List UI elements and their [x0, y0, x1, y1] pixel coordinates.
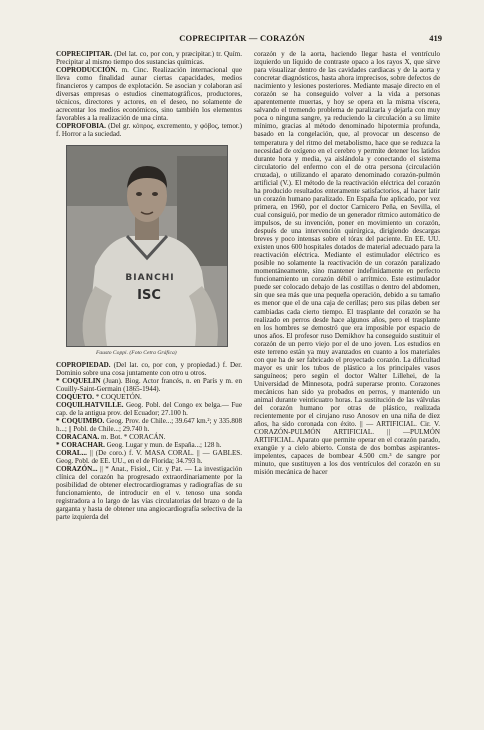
dictionary-entry: [56, 441, 242, 449]
entry-text: Geog. Pobl. del Congo ex belga.— Fue cap. de la antigua prov. del Ecuador; 27.100 h.: [56, 400, 242, 417]
dictionary-entry: [56, 50, 242, 66]
entry-text: || * Anat., Fisiol., Cir. y Pat. — La investigación clínica del corazón ha progresado extraordinariamente por la posibilidad de obtener electrocardiogramas y radiografías de su funcionamiento, de introducir en el v. tenoso una sonda registradora a lo largo de las vías circulatorias del brazo o de la garganta y hasta de obtener una angiocardiografía selectiva de la parte izquierda del: [56, 465, 242, 522]
entry-text: m. Cinc. Realización internacional que lleva como finalidad aunar ciertas capacidades, medios financieros y campos de explotación. Se asocian y colaboran así diversas empresas o estudios cinematográficos, productores, técnicos, directores y actores, en el deseo, no solamente de acrecentar los medios económicos, sino también los elementos favorables a la realización de una cinta.: [56, 66, 243, 123]
dictionary-entry: [56, 361, 242, 377]
entry-text: || (De coro.) f. V. MASA CORAL. || — GABLES. Geog. Pobl. de EE. UU., en el de Florida; 34.793 h.: [56, 449, 242, 466]
dictionary-entry: [56, 449, 242, 465]
entry-headword: COPROPIEDAD.: [56, 360, 114, 369]
entry-headword: * CORACHAR.: [56, 441, 107, 450]
photo-block: [66, 145, 234, 357]
entry-text: Geog. Lugar y mun. de España...; 128 h.: [106, 441, 222, 450]
right-column: [254, 50, 440, 476]
jersey-logo: ISC: [137, 287, 161, 303]
cyclist-photo: [66, 145, 228, 347]
left-column: [56, 50, 242, 522]
jersey-text: BIANCHI: [125, 272, 175, 283]
entry-headword: COPRECIPITAR.: [56, 50, 115, 58]
entry-headword: COQUETO.: [56, 392, 96, 401]
dictionary-entry: [56, 401, 242, 417]
left-bottom-entries: [56, 361, 242, 522]
dictionary-entry: [56, 465, 242, 521]
entry-text: * COQUETÓN.: [95, 392, 142, 401]
entry-headword: * COQUIMBO.: [56, 416, 107, 425]
entry-text: Geog. Prov. de Chile...; 39.647 km.²; y 335.808 h...; || Pobl. de Chile...; 29.740 h.: [56, 416, 242, 433]
dictionary-entry: [56, 433, 242, 441]
entry-headword: CORAL...: [56, 449, 90, 458]
corazon-continuation: corazón y de la aorta, haciendo llegar hasta el ventrículo izquierdo un líquido de contraste opaco a los rayos X, que sirve para visualizar dentro de las cavidades cardiacas y de la aorta y concretar diagnósticos, hasta ahora imprecisos, sobre defectos de nacimiento y lesiones posteriores. Mediante masaje directo en el corazón se ha conseguido volver a la vida a personas aparentemente muertas, y hoy se opera en la misma víscera, salvando el tremendo problema de paralizarla y dejarla con muy poca o ninguna sangre, ya reduciendo la circulación a su límite mínimo, gracias al método denominado hipotermia profunda, basado en la congelación, que, al provocar un descenso de temperatura y del ritmo del metabolismo, hace que se reduzca la necesidad de oxígeno en el cerebro y permite detener los latidos durante hora y media, ya aislándola y conectando el sistema circulatorio del enfermo con el de otra persona (circulación cruzada), o utilizando el aparato denominado corazón-pulmón artificial (V.). El método de la reactivación eléctrica del corazón ha producido resultados enteramente satisfactorios, al hacer latir un corazón humano paralizado. En España fue aplicado, por vez primera, en 1960, por el doctor Carnicero Peña, en Sevilla, el cual consiguió, por medio de un generador rítmico automático de impulsos, de su invención, poner en movimiento un corazón, después de una intervención quirúrgica, dirigiendo descargas breves y poco intensas sobre el tórax del paciente. En EE. UU. existen unos 600 hospitales dotados de material adecuado para la reactivación eléctrica. Mediante el estimulador eléctrico es posible no solamente la reactivación de un corazón paralizado momentáneamente, sino mantener indefinidamente en perfecto funcionamiento un corazón débil o arrítmico. Este estimulador puede ser colocado debajo de las costillas o dentro del abdomen, sin que sea más que una pequeña operación, debido a su tamaño es menor que el de una caja de cerillas; pero sus pilas deben ser cambiadas cada cierto tiempo. El trasplante del corazón se ha realizado en perros desde hace algunos años, pero el trasplante en los hombres se demostró que era imposible por espacio de unos años. El profesor ruso Demikhov ha conseguido sustituir el corazón de un perro viejo por el de uno joven. Los estudios en este terreno están ya muy avanzados en cuanto a los materiales con que ha de ser fabricado el proyectado corazón. La dificultad mayor es unir los tubos de plástico a los principales vasos sanguíneos; pero según el doctor Walter Lillehei, de la Universidad de Minnesota, podrá superarse pronto. Corazones mecánicos han sido ya probados en perros, y mantenido un animal durante veinticuatro horas. La sustitución de las válvulas del corazón humano por otras de plástico, realizada recientemente por el cirujano ruso Anosov en una niña de diez años, ha sido coronada con éxito. || — ARTIFICIAL. Cir. V. CORAZÓN-PULMÓN ARTIFICIAL. || —PULMÓN ARTIFICIAL. Aparato que permite operar en el corazón parado, exangüe y a cielo abierto. Consta de dos bombas aspirantes-impelentes, capaces de bombear 4.500 cm.³ de sangre por minuto, que sustituyen a los dos ventrículos del corazón en su misión mecánica de hacer: [254, 50, 440, 477]
entry-text: (Juan). Biog. Actor francés, n. en París y m. en Couilly-Saint-Germain (1865-1944).: [56, 376, 242, 393]
entry-text: (Del lat. co, por con, y præcipitar.) tr. Quím. Precipitar al mismo tiempo dos sustancias químicas.: [56, 50, 242, 67]
entry-text: m. Bot. * CORACÁN.: [100, 432, 166, 441]
page-number: 419: [429, 33, 442, 43]
dictionary-entry: [56, 393, 242, 401]
entry-headword: COPRODUCCIÓN.: [56, 66, 122, 75]
entry-headword: * COQUELIN: [56, 376, 104, 385]
dictionary-entry: [56, 122, 242, 138]
running-title: COPRECIPITAR — CORAZÓN: [179, 33, 305, 43]
photo-caption: Fausto Coppi. (Foto Cetra Gráfica): [96, 349, 177, 356]
left-top-entries: [56, 50, 242, 139]
entry-headword: COPROFOBIA.: [56, 122, 109, 131]
dictionary-entry: [56, 377, 242, 393]
entry-headword: COQUILHATVILLE.: [56, 400, 126, 409]
page-header: [0, 33, 484, 47]
entry-headword: CORACANA.: [56, 432, 101, 441]
dictionary-entry: [56, 66, 242, 122]
entry-headword: CORAZÓN...: [56, 465, 100, 474]
dictionary-entry: [56, 417, 242, 433]
entry-text: (Del gr. κόπρος, excremento, y φόβος, temor.) f. Horror a la suciedad.: [56, 122, 242, 139]
entry-text: (Del lat. co, por con, y propiedad.) f. Der. Dominio sobre una cosa juntamente con otro u otros.: [56, 360, 242, 377]
